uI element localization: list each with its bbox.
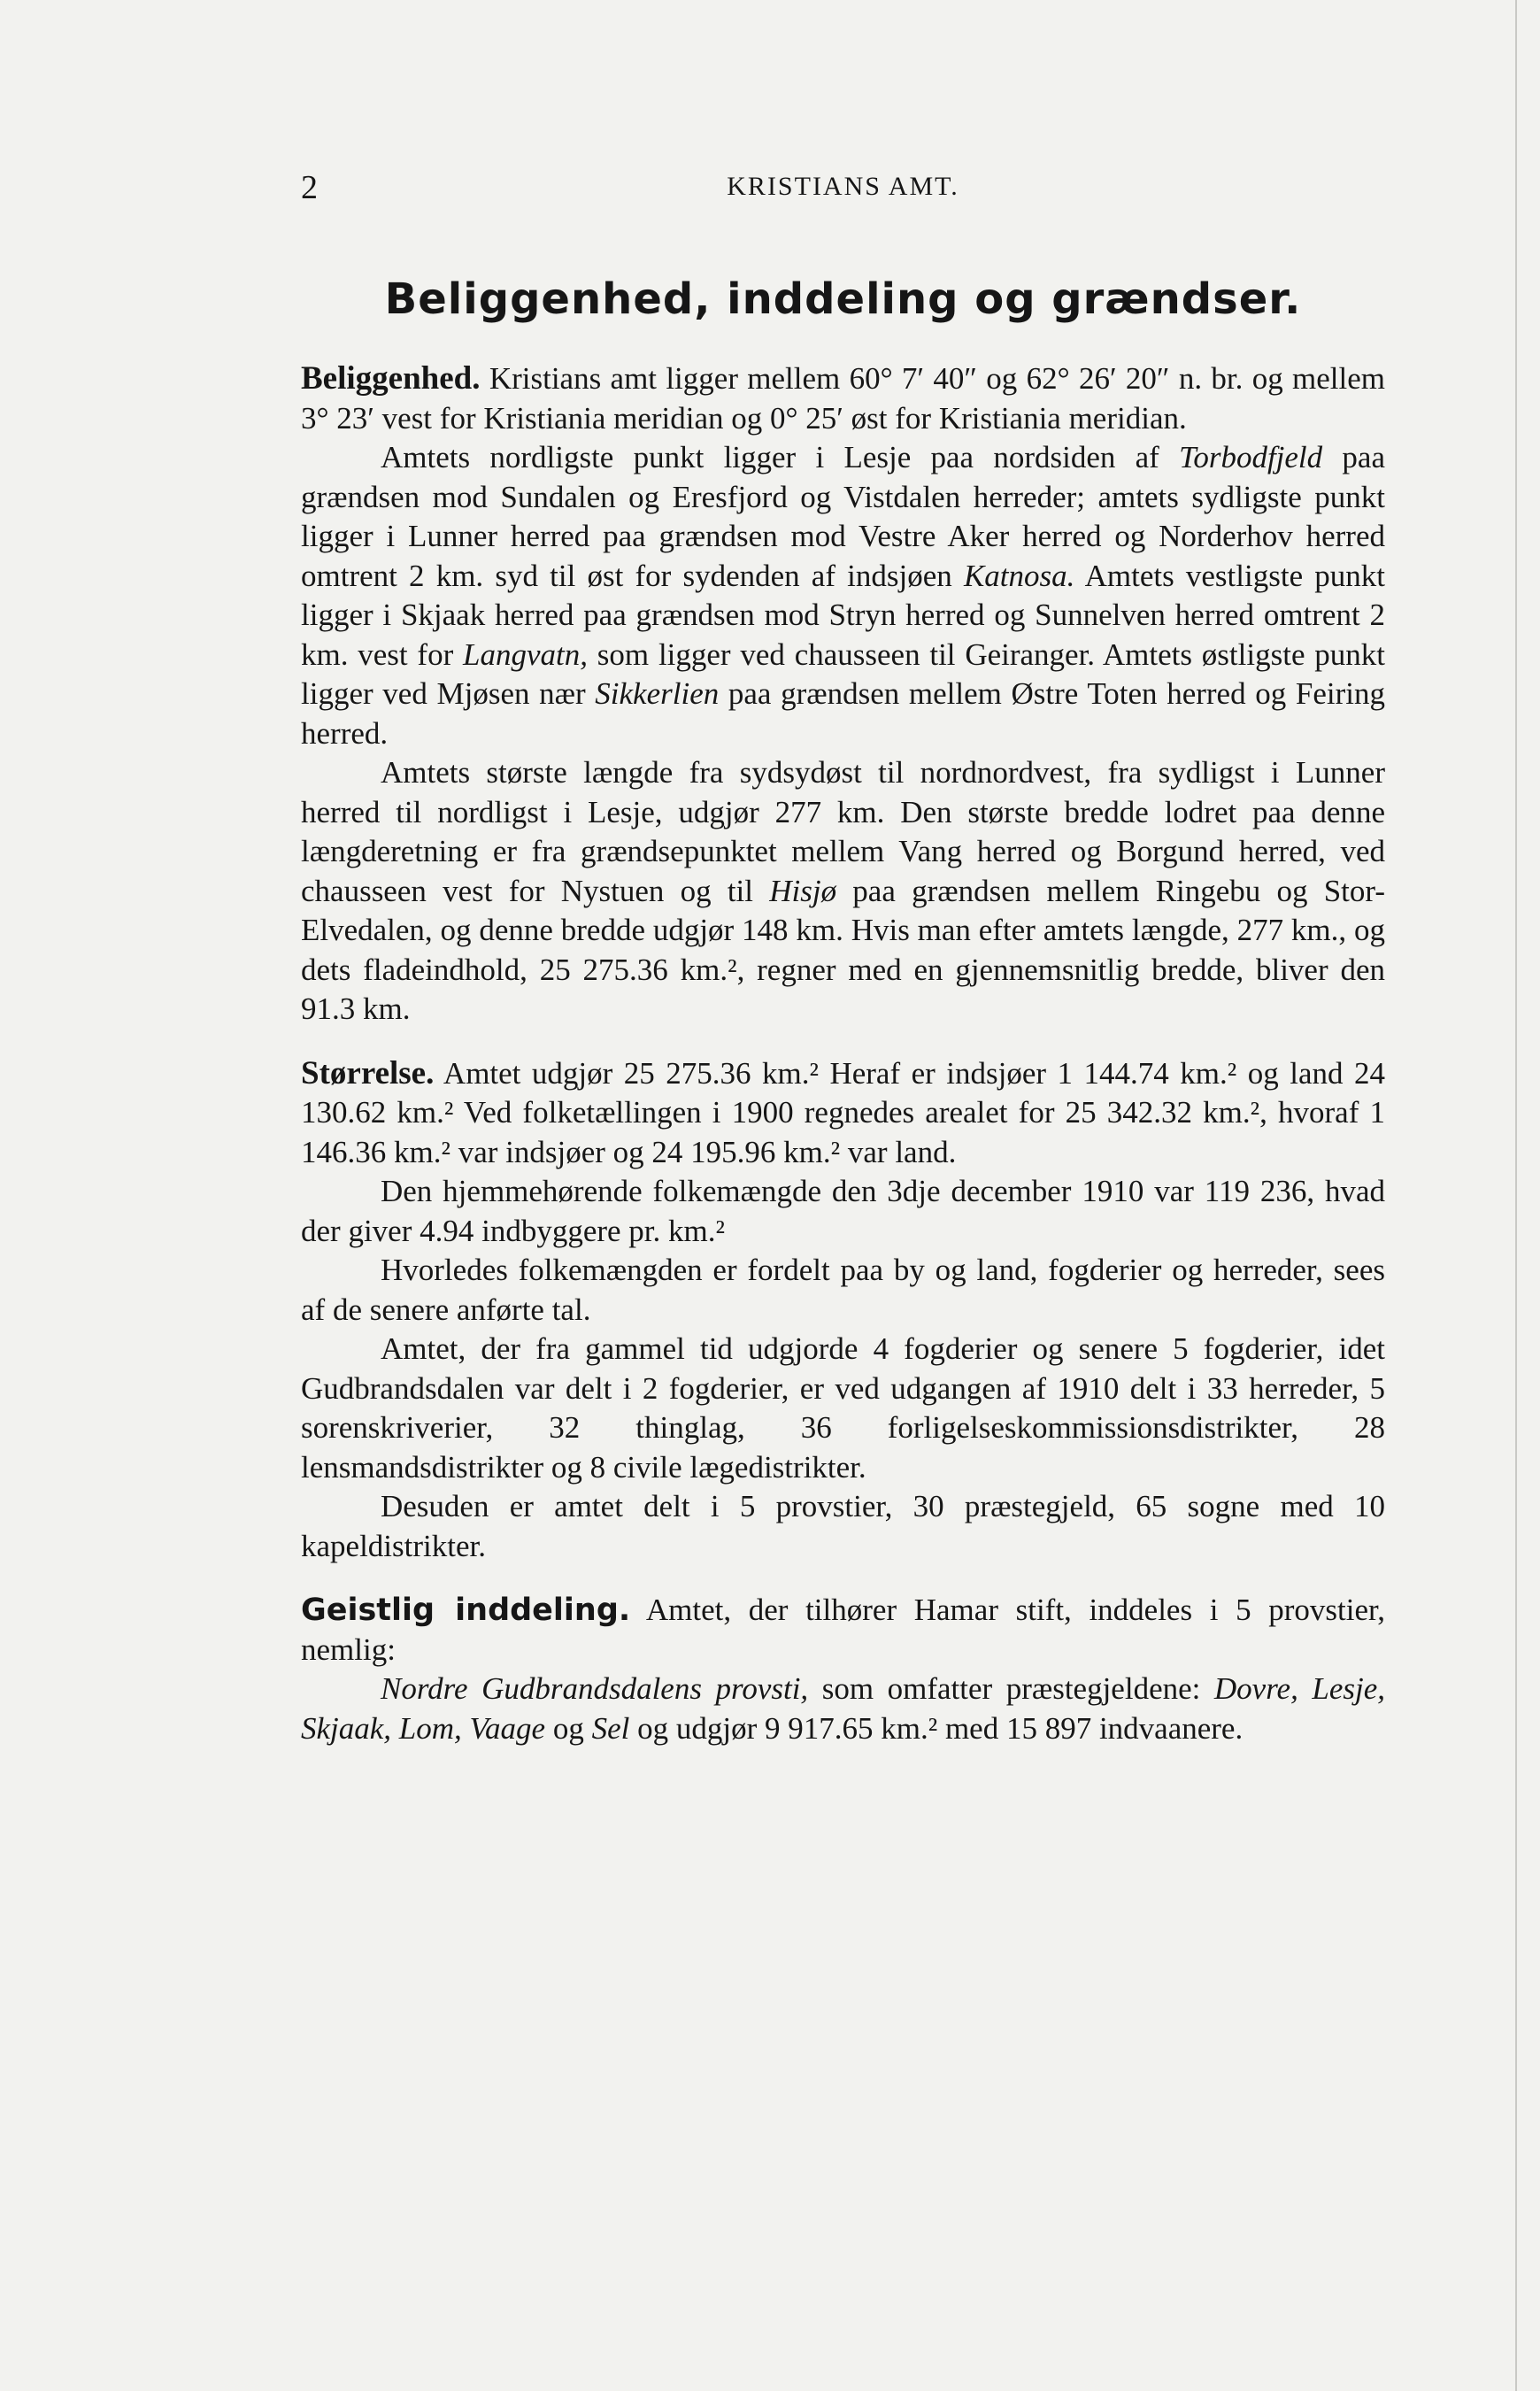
- paragraph-text: som ligger ved chausseen til Geiranger. Amtets østligste punkt ligger ved Mjøsen nær: [301, 636, 1385, 711]
- place-name-italic: Torbodfjeld: [1179, 440, 1323, 474]
- place-name-italic: Langvatn,: [463, 636, 589, 672]
- paragraph-text: og: [545, 1710, 592, 1746]
- storrelse-paragraph-1: [301, 1054, 1385, 1173]
- paragraph-text: Amtet, der tilhører Hamar stift, inddeles i 5 provstier, nemlig:: [301, 1593, 1385, 1667]
- paragraph-text: Amtets største længde fra sydsydøst til nordnordvest, fra sydligst i Lunner herred til nordligst i Lesje, udgjør 277 km. Den største bredde lodret paa denne længderetning er fra grændsepunktet mellem Vang herred og Borgund herred, ved chausseen vest for Nystuen og til: [301, 755, 1385, 908]
- geistlig-paragraph-2: [301, 1670, 1385, 1748]
- chapter-title: Beliggenhed, inddeling og grændser.: [384, 274, 1302, 324]
- running-title: KRISTIANS AMT.: [727, 172, 959, 201]
- paragraph-text: paa grændsen mod Sundalen og Eresfjord og Vistdalen herreder; amtets sydligste punkt ligger i Lunner herred paa grændsen mod Vestre Aker herred og Norderhov herred omtrent 2 km. syd til øst for sydenden af indsjøen: [301, 440, 1385, 593]
- place-name-italic: Katnosa.: [963, 558, 1075, 593]
- paragraph-text: Amtets vestligste punkt ligger i Skjaak herred paa grændsen mod Stryn herred og Sunnelven herred omtrent 2 km. vest for: [301, 558, 1385, 672]
- paragraph-text: Kristians amt ligger mellem 60° 7′ 40″ og 62° 26′ 20″ n. br. og mellem 3° 23′ vest for Kristiania meridian og 0° 25′ øst for Kristiania meridian.: [301, 361, 1385, 436]
- beliggenhed-paragraph-2: [301, 438, 1385, 753]
- section-heading-storrelse: Størrelse.: [301, 1054, 435, 1091]
- beliggenhed-paragraph-3: [301, 753, 1385, 1030]
- storrelse-paragraph-4: Amtet, der fra gammel tid udgjorde 4 fogderier og senere 5 fogderier, idet Gudbrandsdalen var delt i 2 fogderier, er ved udgangen af 1910 delt i 33 herreder, 5 sorenskriverier, 32 thinglag, 36 forligelseskommissionsdistrikter, 28 lensmandsdistrikter og 8 civile lægedistrikter.: [301, 1331, 1385, 1485]
- storrelse-paragraph-3: Hvorledes folkemængden er fordelt paa by og land, fogderier og herreder, sees af de senere anførte tal.: [301, 1253, 1385, 1327]
- parish-names-italic: Dovre, Lesje, Skjaak, Lom, Vaage: [301, 1671, 1385, 1746]
- running-header: [301, 159, 1385, 212]
- paragraph-text: Amtet udgjør 25 275.36 km.² Heraf er indsjøer 1 144.74 km.² og land 24 130.62 km.² Ved folketællingen i 1900 regnedes arealet for 25 342.32 km.², hvoraf 1 146.36 km.² var indsjøer og 24 195.96 km.² var land.: [301, 1055, 1385, 1169]
- paragraph-text: paa grændsen mellem Østre Toten herred og Feiring herred.: [301, 676, 1385, 751]
- parish-name-italic: Sel: [591, 1710, 630, 1746]
- paragraph-text: og udgjør 9 917.65 km.² med 15 897 indvaanere.: [629, 1710, 1244, 1746]
- geistlig-paragraph-1: [301, 1591, 1385, 1670]
- page-edge-line: [1515, 0, 1517, 2391]
- section-heading-geistlig: Geistlig inddeling.: [301, 1593, 631, 1628]
- storrelse-paragraph-2: Den hjemmehørende folkemængde den 3dje december 1910 var 119 236, hvad der giver 4.94 indbyggere pr. km.²: [301, 1174, 1385, 1248]
- provsti-name-italic: Nordre Gudbrandsdalens provsti,: [381, 1671, 809, 1706]
- paragraph-text: Amtets nordligste punkt ligger i Lesje paa nordsiden af: [381, 440, 1180, 474]
- section-heading-beliggenhed: Beliggenhed.: [301, 360, 481, 397]
- beliggenhed-paragraph-1: [301, 359, 1385, 438]
- storrelse-paragraph-5: Desuden er amtet delt i 5 provstier, 30 præstegjeld, 65 sogne med 10 kapeldistrikter.: [301, 1489, 1385, 1563]
- paragraph-text: paa grændsen mellem Ringebu og Stor-Elvedalen, og denne bredde udgjør 148 km. Hvis man efter amtets længde, 277 km., og dets fladeindhold, 25 275.36 km.², regner med en gjennemsnitlig bredde, bliver den 91.3 km.: [301, 873, 1385, 1026]
- document-page: [301, 159, 1385, 1748]
- page-number: 2: [301, 169, 319, 206]
- place-name-italic: Sikkerlien: [595, 676, 720, 711]
- place-name-italic: Hisjø: [769, 873, 837, 908]
- paragraph-text: som omfatter præstegjeldene:: [808, 1671, 1214, 1706]
